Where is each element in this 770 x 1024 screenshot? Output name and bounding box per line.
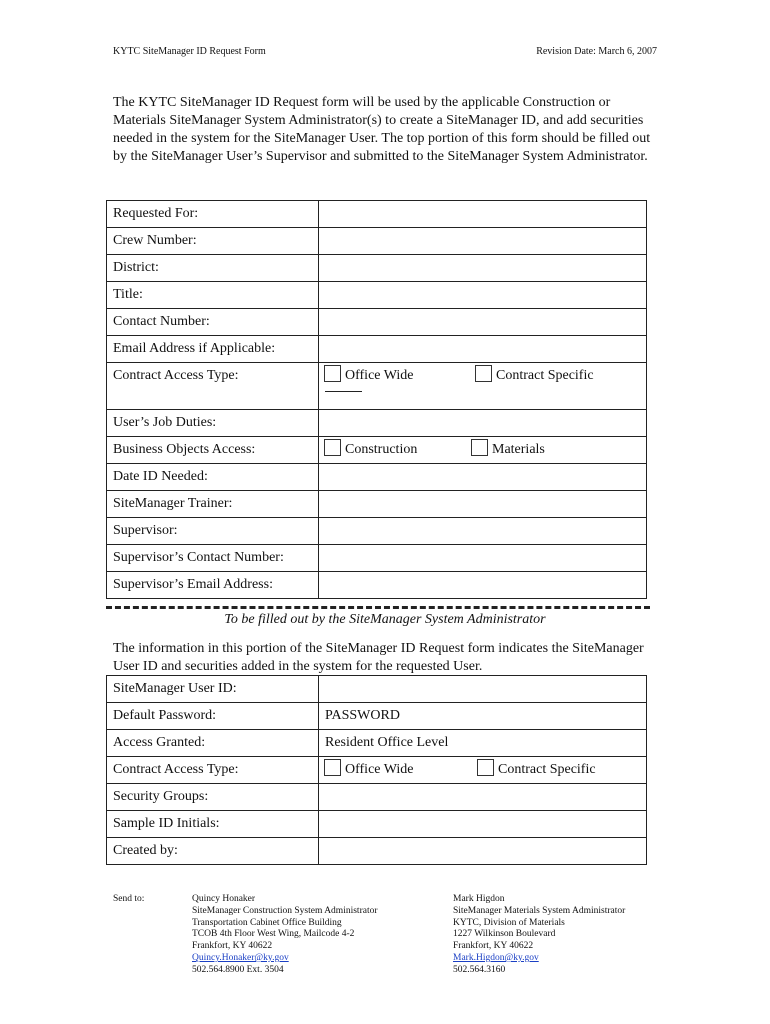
- contact-city: Frankfort, KY 40622: [192, 941, 273, 952]
- table-row: [107, 410, 647, 437]
- security-groups-input[interactable]: [319, 784, 647, 811]
- admin-section-title: To be filled out by the SiteManager System Administrator: [224, 612, 546, 627]
- supervisor-input[interactable]: [319, 518, 647, 545]
- admin-table: [106, 675, 647, 865]
- contract-access-options: [319, 363, 647, 410]
- table-row: [107, 730, 647, 757]
- created-by-input[interactable]: [319, 838, 647, 865]
- field-label: Contract Access Type:: [107, 757, 319, 784]
- email-input[interactable]: [319, 336, 647, 363]
- field-label: Created by:: [107, 838, 319, 865]
- field-label: Crew Number:: [107, 228, 319, 255]
- job-duties-input[interactable]: [319, 410, 647, 437]
- option-label: Contract Specific: [498, 762, 596, 777]
- supervisor-contact-input[interactable]: [319, 545, 647, 572]
- field-label: Security Groups:: [107, 784, 319, 811]
- field-label: Default Password:: [107, 703, 319, 730]
- construction-checkbox[interactable]: [324, 439, 341, 456]
- table-row: [107, 363, 647, 410]
- contact-number-input[interactable]: [319, 309, 647, 336]
- table-row: [107, 757, 647, 784]
- field-label: Supervisor’s Email Address:: [107, 572, 319, 599]
- crew-number-input[interactable]: [319, 228, 647, 255]
- office-wide-checkbox[interactable]: [324, 759, 341, 776]
- contact-address: TCOB 4th Floor West Wing, Mailcode 4-2: [192, 929, 355, 940]
- table-row: [107, 437, 647, 464]
- underline-blank: [325, 391, 362, 392]
- title-input[interactable]: [319, 282, 647, 309]
- field-label: District:: [107, 255, 319, 282]
- contract-specific-checkbox[interactable]: [477, 759, 494, 776]
- supervisor-email-input[interactable]: [319, 572, 647, 599]
- user-id-input[interactable]: [319, 676, 647, 703]
- contract-specific-checkbox[interactable]: [475, 365, 492, 382]
- table-row: [107, 309, 647, 336]
- contact-phone: 502.564.3160: [453, 964, 506, 975]
- table-row: [107, 676, 647, 703]
- option-label: Construction: [345, 442, 418, 457]
- field-label: Contact Number:: [107, 309, 319, 336]
- contact-phone: 502.564.8900 Ext. 3504: [192, 964, 284, 975]
- field-label: Supervisor:: [107, 518, 319, 545]
- table-row: [107, 464, 647, 491]
- table-row: [107, 336, 647, 363]
- field-label: Access Granted:: [107, 730, 319, 757]
- construction-option[interactable]: [325, 437, 417, 463]
- field-label: Date ID Needed:: [107, 464, 319, 491]
- field-label: SiteManager Trainer:: [107, 491, 319, 518]
- contact-role: SiteManager Materials System Administrator: [453, 905, 626, 916]
- field-label: User’s Job Duties:: [107, 410, 319, 437]
- materials-option[interactable]: [472, 437, 545, 463]
- table-row: [107, 255, 647, 282]
- field-label: Business Objects Access:: [107, 437, 319, 464]
- requested-for-input[interactable]: [319, 201, 647, 228]
- date-needed-input[interactable]: [319, 464, 647, 491]
- option-label: Contract Specific: [496, 368, 594, 383]
- section-divider: [106, 606, 650, 609]
- sample-initials-input[interactable]: [319, 811, 647, 838]
- option-label: Materials: [492, 442, 545, 457]
- admin-contract-access-options: [319, 757, 647, 784]
- office-wide-option[interactable]: [325, 363, 414, 389]
- option-label: Office Wide: [345, 368, 414, 383]
- district-input[interactable]: [319, 255, 647, 282]
- document-header-title: KYTC SiteManager ID Request Form: [113, 46, 266, 57]
- revision-date: Revision Date: March 6, 2007: [536, 46, 657, 57]
- field-label: Requested For:: [107, 201, 319, 228]
- request-table: [106, 200, 647, 599]
- option-label: Office Wide: [345, 762, 414, 777]
- default-password-value: PASSWORD: [319, 703, 647, 730]
- field-label: Supervisor’s Contact Number:: [107, 545, 319, 572]
- field-label: Title:: [107, 282, 319, 309]
- field-label: Sample ID Initials:: [107, 811, 319, 838]
- table-row: [107, 838, 647, 865]
- contact-role: SiteManager Construction System Administrator: [192, 905, 378, 916]
- intro-paragraph: The KYTC SiteManager ID Request form will be used by the applicable Construction or Materials SiteManager System Administrator(s) to create a SiteManager ID, and add securities needed in the system for the SiteManager User. The top portion of this form should be filled out by the SiteManager User’s Supervisor and submitted to the SiteManager System Administrator.: [113, 95, 651, 164]
- table-row: [107, 784, 647, 811]
- contact-block-construction: [192, 894, 378, 977]
- contact-email-link[interactable]: Quincy.Honaker@ky.gov: [192, 952, 289, 963]
- contact-block-materials: [453, 894, 625, 977]
- table-row: [107, 811, 647, 838]
- table-row: [107, 201, 647, 228]
- send-to-label: Send to:: [113, 894, 145, 904]
- contact-city: Frankfort, KY 40622: [453, 941, 534, 952]
- trainer-input[interactable]: [319, 491, 647, 518]
- access-granted-value: Resident Office Level: [319, 730, 647, 757]
- contact-org: KYTC, Division of Materials: [453, 917, 565, 928]
- office-wide-checkbox[interactable]: [324, 365, 341, 382]
- contact-address: 1227 Wilkinson Boulevard: [453, 929, 556, 940]
- admin-info-paragraph: The information in this portion of the SiteManager ID Request form indicates the SiteManager User ID and securities added in the system for the requested User.: [113, 641, 644, 674]
- table-row: [107, 491, 647, 518]
- field-label: Email Address if Applicable:: [107, 336, 319, 363]
- bo-access-options: [319, 437, 647, 464]
- table-row: [107, 572, 647, 599]
- contact-name: Mark Higdon: [453, 894, 505, 904]
- field-label: Contract Access Type:: [107, 363, 319, 410]
- field-label: SiteManager User ID:: [107, 676, 319, 703]
- table-row: [107, 518, 647, 545]
- table-row: [107, 545, 647, 572]
- contact-name: Quincy Honaker: [192, 894, 256, 904]
- table-row: [107, 703, 647, 730]
- office-wide-option[interactable]: [325, 757, 414, 783]
- table-row: [107, 282, 647, 309]
- contact-email-link[interactable]: Mark.Higdon@ky.gov: [453, 952, 539, 963]
- table-row: [107, 228, 647, 255]
- contract-specific-option[interactable]: [478, 757, 596, 783]
- contact-org: Transportation Cabinet Office Building: [192, 917, 342, 928]
- contract-specific-option[interactable]: [476, 363, 594, 389]
- materials-checkbox[interactable]: [471, 439, 488, 456]
